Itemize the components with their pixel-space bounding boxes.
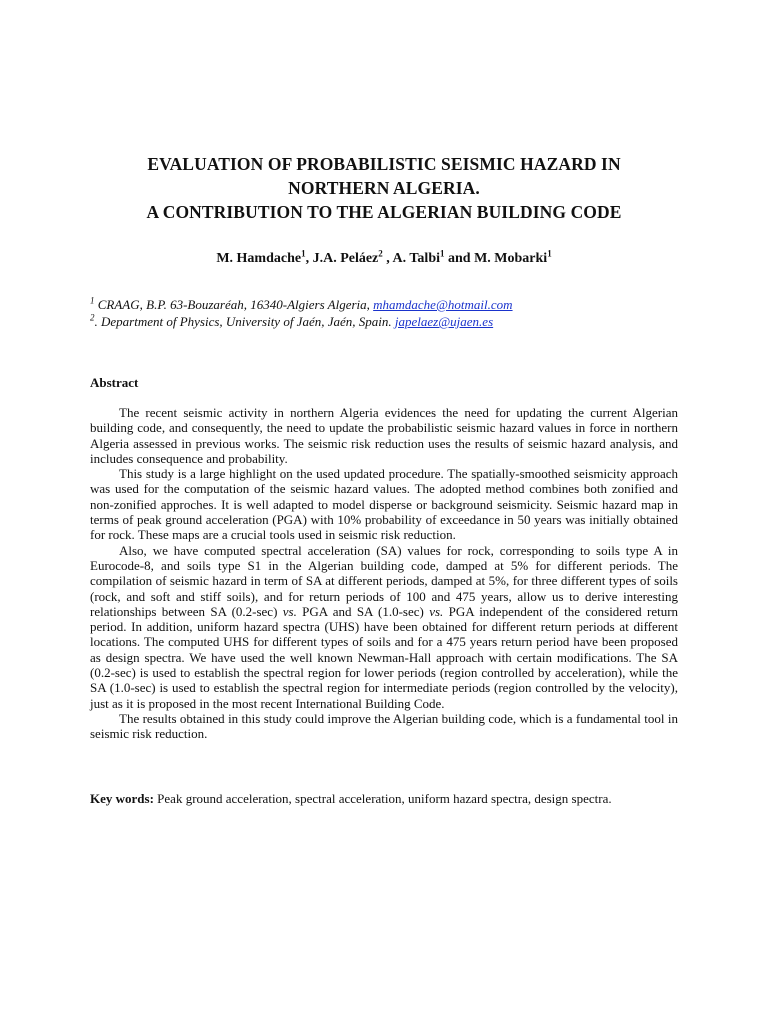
keywords-label: Key words: — [90, 791, 154, 806]
affiliation-list — [90, 296, 690, 330]
paper-title — [60, 152, 708, 224]
abstract-paragraph: The results obtained in this study could improve the Algerian building code, which is a fundamental tool in seismic risk reduction. — [90, 710, 678, 742]
affiliation-mark: 2 — [90, 312, 95, 323]
email-link[interactable]: mhamdache@hotmail.com — [373, 297, 513, 312]
author-list — [60, 250, 708, 268]
affiliation-text: . Department of Physics, University of Jaén, Jaén, Spain. — [94, 314, 395, 329]
author-affiliation-mark: 1 — [440, 248, 445, 259]
keywords-text: Peak ground acceleration, spectral acceleration, uniform hazard spectra, design spectra. — [153, 791, 612, 806]
affiliation-mark: 1 — [90, 295, 95, 306]
author-separator: , — [305, 251, 313, 266]
email-link[interactable]: japelaez@ujaen.es — [394, 314, 494, 329]
affiliation-1 — [90, 296, 690, 313]
affiliation-text: CRAAG, B.P. 63-Bouzaréah, 16340-Algiers Algeria, — [94, 297, 374, 312]
author-separator: and — [444, 251, 475, 266]
abstract-body — [90, 405, 678, 742]
title-line-3: A CONTRIBUTION TO THE ALGERIAN BUILDING CODE — [146, 202, 622, 222]
author-name: A. Talbi — [392, 251, 440, 266]
author-affiliation-mark: 2 — [378, 248, 383, 259]
author-affiliation-mark: 1 — [301, 248, 306, 259]
author-separator: , — [382, 251, 393, 266]
abstract-paragraph: This study is a large highlight on the used updated procedure. The spatially-smoothed seismicity approach was used for the computation of the seismic hazard values. The adopted method combines both zonified and non-zonified approches. It is well adapted to model disperse or background seismicity. Seismic hazard map in terms of peak ground acceleration (PGA) with 10% probability of exceedance in 50 years was initially obtained for rock. These maps are a crucial tools used in seismic risk reduction. — [90, 466, 678, 543]
versus-abbrev: vs. — [429, 603, 444, 619]
abstract-paragraph: The recent seismic activity in northern Algeria evidences the need for updating the current Algerian building code, and consequently, the need to update the probabilistic seismic hazard values in force in northern Algeria assessed in previous works. The seismic risk reduction uses the results of seismic hazard analysis, and includes consequence and probability. — [90, 405, 678, 466]
title-line-2: NORTHERN ALGERIA. — [288, 178, 480, 198]
author-name: J.A. Peláez — [312, 251, 379, 266]
abstract-paragraph: Also, we have computed spectral acceleration (SA) values for rock, corresponding to soils type A in Eurocode-8, and soils type S1 in the Algerian building code, damped at 5% for different periods. The compilation of seismic hazard in term of SA at different periods, damped at 5%, for three different types of soils (rock, and soft and stiff soils), and for return periods of 100 and 475 years, allow us to derive interesting relationships between SA (0.2-sec) vs. PGA and SA (1.0-sec) vs. PGA independent of the considered return period. In addition, uniform hazard spectra (UHS) have been obtained for different return periods at different locations. The computed UHS for different types of soils and for a 475 years return period have been proposed as design spectra. We have used the well known Newman-Hall approach with certain modifications. The SA (0.2-sec) is used to establish the spectral region for lower periods (region controlled by acceleration), while the SA (1.0-sec) is used to establish the spectral region for intermediate periods (region controlled by the velocity), just as it is proposed in the most recent International Building Code. — [90, 542, 679, 711]
keywords — [90, 791, 678, 807]
author-affiliation-mark: 1 — [547, 248, 552, 259]
author-name: M. Mobarki — [474, 251, 548, 266]
title-line-1: EVALUATION OF PROBABILISTIC SEISMIC HAZARD IN — [147, 154, 621, 174]
versus-abbrev: vs. — [282, 603, 297, 619]
affiliation-2 — [90, 313, 690, 330]
abstract-heading: Abstract — [90, 375, 139, 390]
author-name: M. Hamdache — [216, 251, 302, 266]
